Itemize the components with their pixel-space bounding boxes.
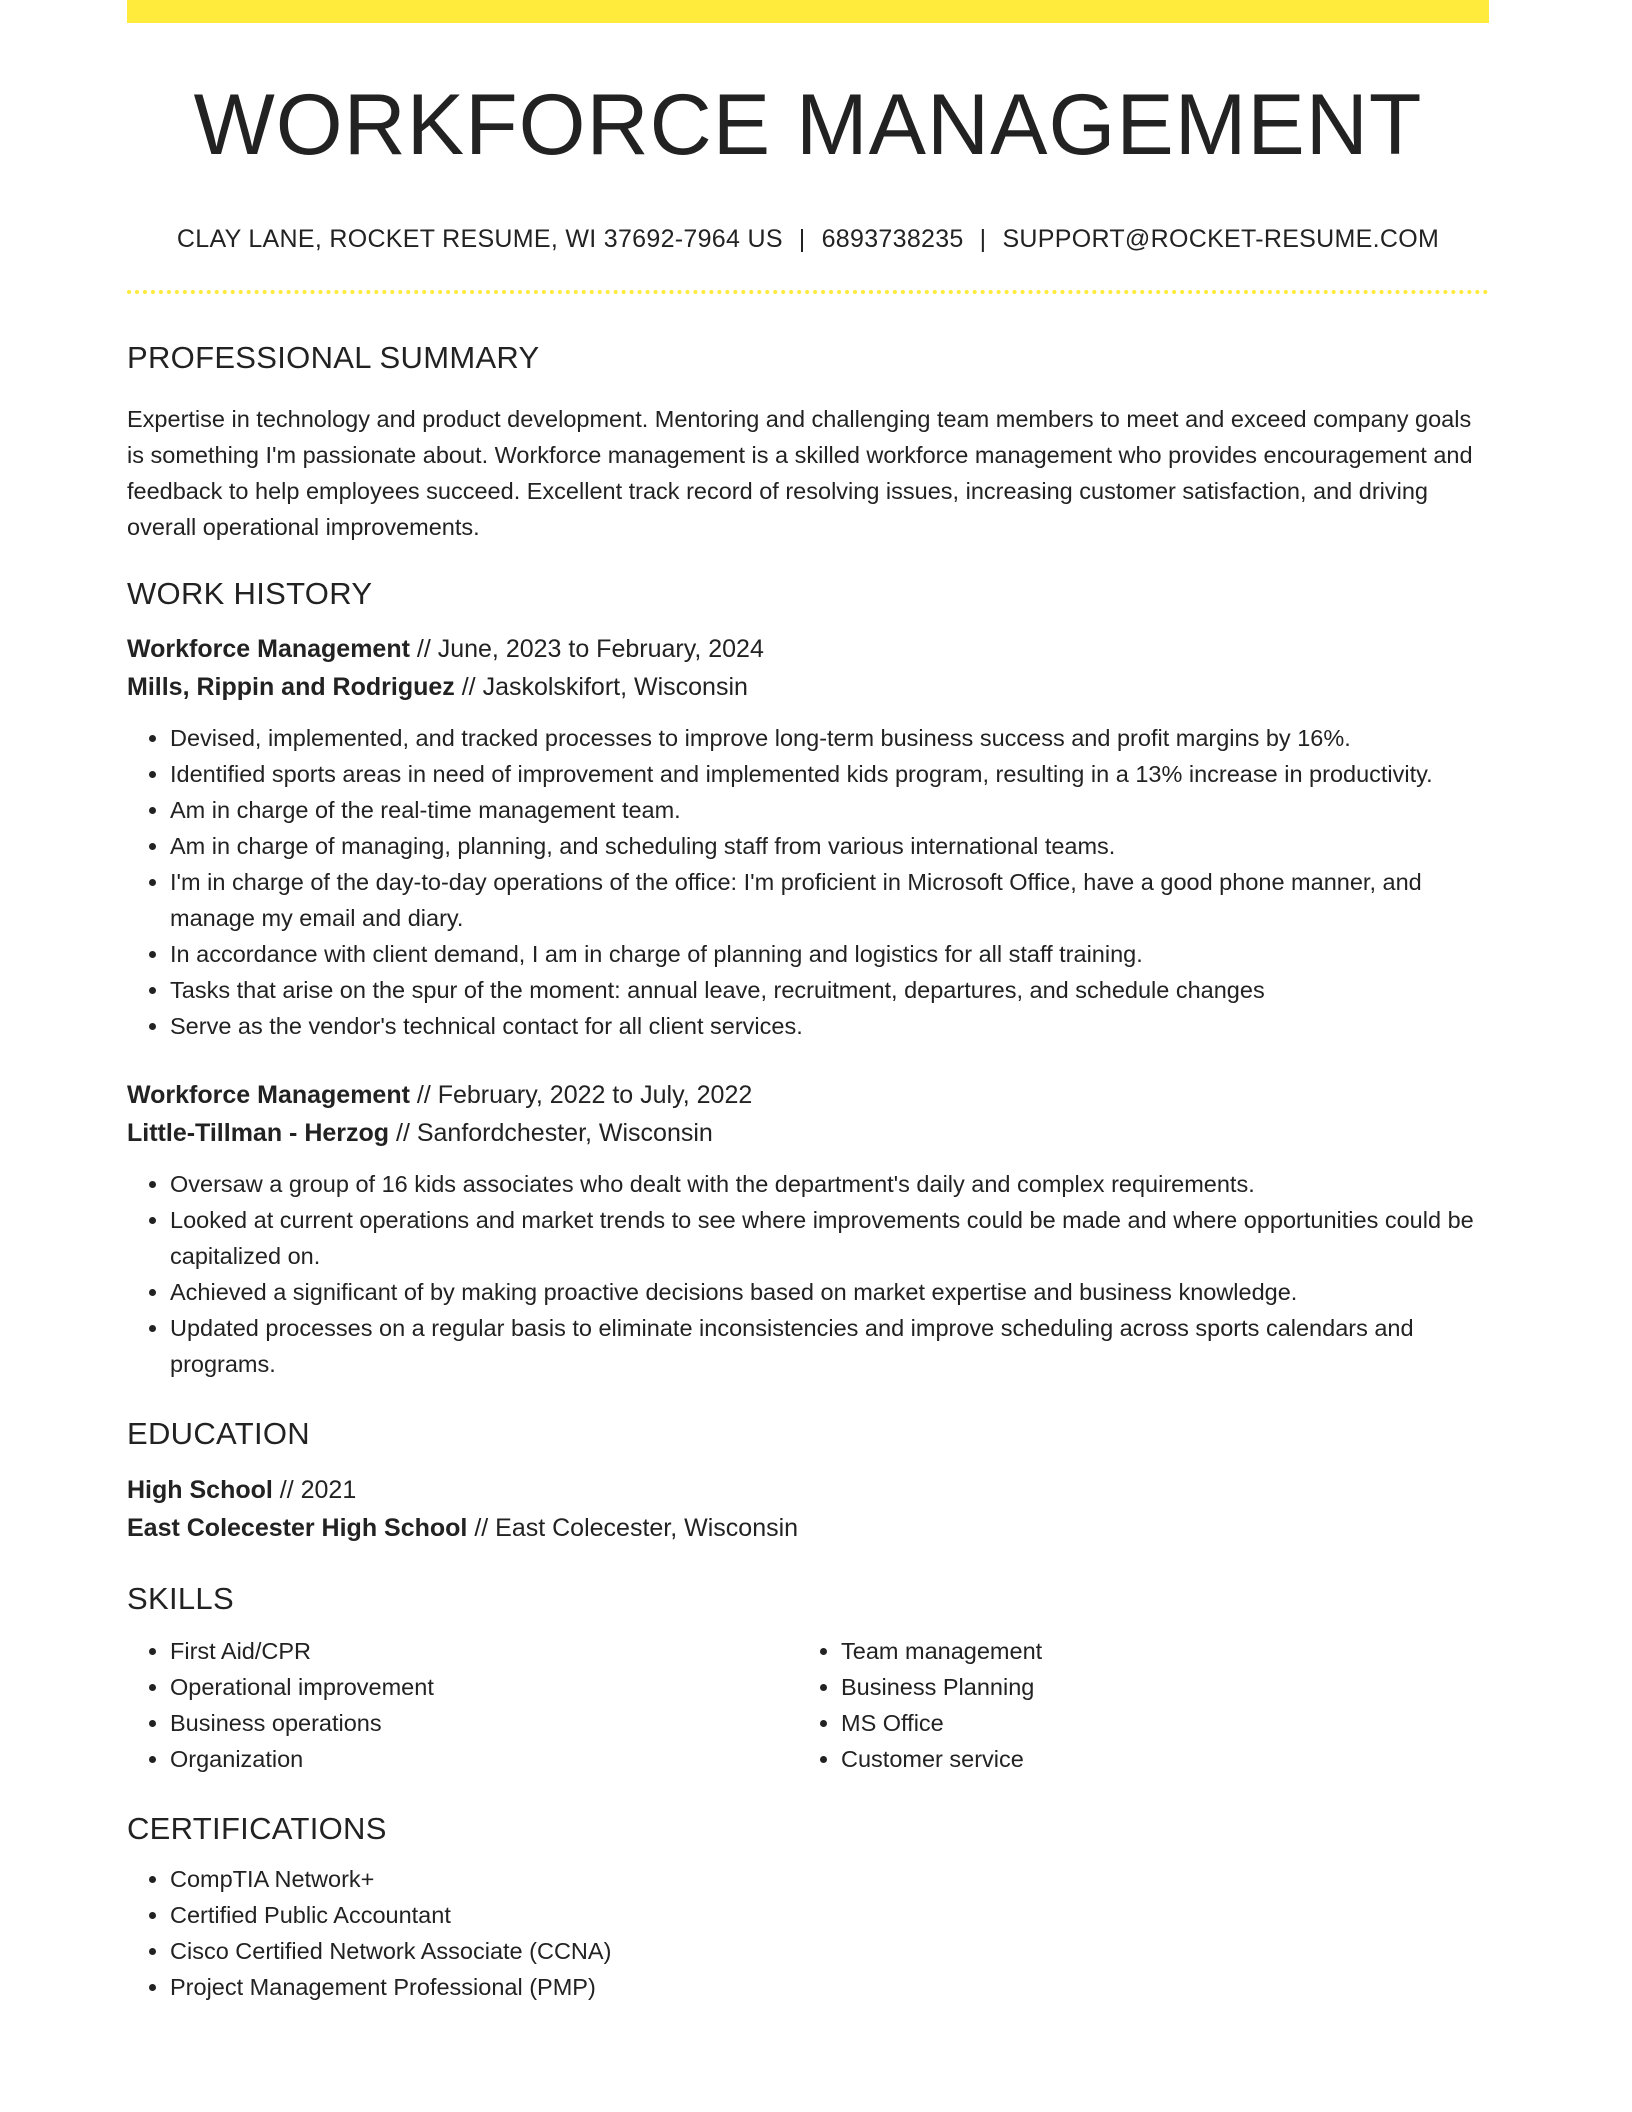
skills-columns [127, 1633, 1489, 1777]
job-role: Workforce Management [127, 635, 410, 664]
certification-item: • Project Management Professional (PMP) [170, 1969, 1489, 2005]
contact-phone: 6893738235 [821, 225, 964, 253]
skill-item: • Business operations [170, 1705, 798, 1741]
section-title-education: EDUCATION [127, 1416, 310, 1452]
certifications-list [127, 1861, 1489, 2005]
certification-item: • Cisco Certified Network Associate (CCNA) [170, 1933, 1489, 1969]
resume-page [127, 0, 1489, 2005]
education-degree-line [127, 1471, 1489, 1509]
education-entry [127, 1471, 1489, 1547]
job-bullets [127, 720, 1489, 1044]
skill-item: • MS Office [841, 1705, 1469, 1741]
job-company-line [127, 1114, 1489, 1152]
contact-address: CLAY LANE, ROCKET RESUME, WI 37692-7964 US [176, 225, 783, 253]
job-company: Mills, Rippin and Rodriguez [127, 673, 455, 702]
job-dates: // June, 2023 to February, 2024 [409, 635, 764, 664]
job-title-line [127, 1076, 1489, 1114]
list-item: • Identified sports areas in need of improvement and implemented kids program, resulting in a 13% increase in productivity. [170, 756, 1489, 792]
job-entry [127, 1076, 1489, 1382]
certification-item: • CompTIA Network+ [170, 1861, 1489, 1897]
resume-name: WORKFORCE MANAGEMENT [193, 77, 1423, 173]
skill-item: • Business Planning [841, 1669, 1469, 1705]
list-item: • Devised, implemented, and tracked processes to improve long-term business success and profit margins by 16%. [170, 720, 1489, 756]
summary-text: Expertise in technology and product development. Mentoring and challenging team members to meet and exceed company goals is something I'm passionate about. Workforce management is a skilled workforce management who provides encouragement and feedback to help employees succeed. Excellent track record of resolving issues, increasing customer satisfaction, and driving overall operational improvements. [127, 406, 1473, 541]
skills-list-left [127, 1633, 798, 1777]
dotted-divider [127, 290, 1489, 294]
list-item: • Updated processes on a regular basis to eliminate inconsistencies and improve scheduling across sports calendars and programs. [170, 1310, 1489, 1382]
education-school-line [127, 1509, 1489, 1547]
skill-item: • Team management [841, 1633, 1469, 1669]
section-title-summary: PROFESSIONAL SUMMARY [127, 340, 540, 375]
skill-item: • Customer service [841, 1741, 1469, 1777]
job-entry [127, 630, 1489, 1044]
list-item: • Am in charge of managing, planning, and scheduling staff from various international teams. [170, 828, 1489, 864]
contact-separator: | [979, 225, 987, 253]
list-item: • I'm in charge of the day-to-day operations of the office: I'm proficient in Microsoft Office, have a good phone manner, and manage my email and diary. [170, 864, 1489, 936]
contact-email: SUPPORT@ROCKET-RESUME.COM [1002, 225, 1440, 253]
job-location: // Jaskolskifort, Wisconsin [454, 673, 748, 702]
contact-line [127, 224, 1489, 254]
job-company: Little-Tillman - Herzog [127, 1119, 390, 1148]
job-dates: // February, 2022 to July, 2022 [409, 1081, 753, 1110]
job-role: Workforce Management [127, 1081, 410, 1110]
accent-top-bar [127, 0, 1489, 23]
certification-item: • Certified Public Accountant [170, 1897, 1489, 1933]
contact-separator: | [798, 225, 806, 253]
list-item: • In accordance with client demand, I am in charge of planning and logistics for all staff training. [170, 936, 1489, 972]
skill-item: • Organization [170, 1741, 798, 1777]
job-title-line [127, 630, 1489, 668]
skill-item: • First Aid/CPR [170, 1633, 798, 1669]
list-item: • Am in charge of the real-time management team. [170, 792, 1489, 828]
job-company-line [127, 668, 1489, 706]
list-item: • Achieved a significant of by making proactive decisions based on market expertise and business knowledge. [170, 1274, 1489, 1310]
list-item: • Tasks that arise on the spur of the moment: annual leave, recruitment, departures, and schedule changes [170, 972, 1489, 1008]
education-degree: High School [127, 1475, 273, 1504]
job-location: // Sanfordchester, Wisconsin [389, 1119, 713, 1148]
list-item: • Serve as the vendor's technical contact for all client services. [170, 1008, 1489, 1044]
job-bullets [127, 1166, 1489, 1382]
education-school: East Colecester High School [127, 1513, 468, 1542]
education-year: // 2021 [272, 1475, 357, 1504]
section-title-skills: SKILLS [127, 1580, 234, 1616]
education-location: // East Colecester, Wisconsin [467, 1513, 799, 1542]
section-title-certifications: CERTIFICATIONS [127, 1810, 387, 1846]
list-item: • Looked at current operations and market trends to see where improvements could be made and where opportunities could be capitalized on. [170, 1202, 1489, 1274]
list-item: • Oversaw a group of 16 kids associates who dealt with the department's daily and complex requirements. [170, 1166, 1489, 1202]
skills-list-right [798, 1633, 1469, 1777]
section-title-work-history: WORK HISTORY [127, 576, 373, 612]
skill-item: • Operational improvement [170, 1669, 798, 1705]
